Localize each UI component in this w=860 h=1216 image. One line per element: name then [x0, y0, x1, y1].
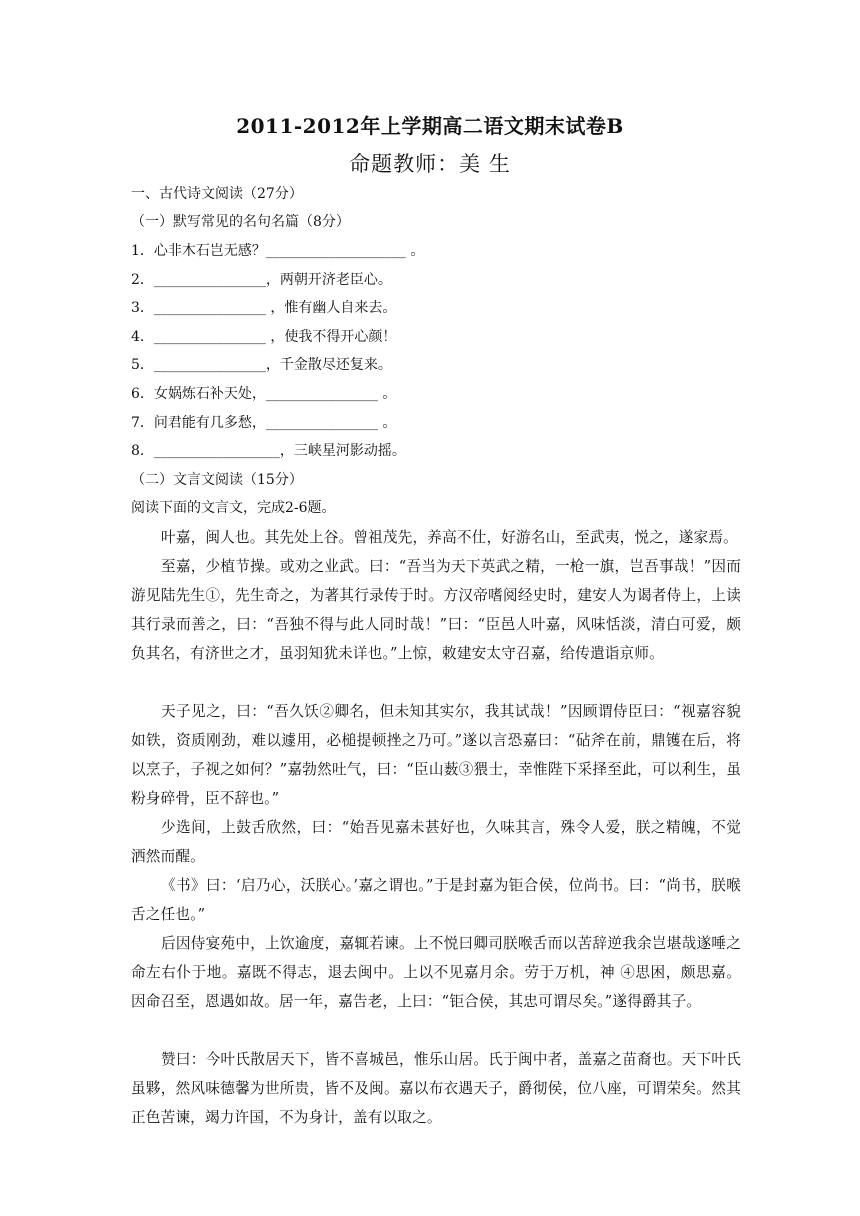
part-heading: （一）默写常见的名句名篇（8分）: [131, 214, 350, 230]
fill-line-3: 3．________________ ，惟有幽人自来去。: [131, 300, 397, 316]
fill-line-2: 2．________________，两朝开济老臣心。: [131, 272, 392, 288]
section-heading: 一、古代诗文阅读（27分）: [131, 186, 303, 202]
fill-line-4: 4．________________ ，使我不得开心颜！: [131, 329, 397, 345]
fill-line-1: 1．心非木石岂无感？____________________ 。: [131, 243, 425, 259]
fill-line-7: 7．问君能有几多愁，________________ 。: [131, 415, 397, 431]
passage-paragraph: 后因侍宴苑中，上饮逾度，嘉辄若谏。上不悦曰卿司朕喉舌而以苦辞逆我余岂堪哉遂唾之命左右仆于地。嘉既不得志，退去闽中。上以不见嘉月余。劳于万机，神 ④思困，颇思嘉。因命召至，恩遇如故。居一年，嘉告老，上曰：“钜合侯，其忠可谓尽矣。”遂得爵其子。: [131, 935, 741, 1010]
passage-paragraph: 至嘉，少植节操。或劝之业武。曰：“吾当为天下英武之精，一枪一旗，岂吾事哉！”因而游见陆先生①，先生奇之，为著其行录传于时。方汉帝嗜阅经史时，建安人为谒者侍上，上读其行录而善之，曰：“吾独不得与此人同时哉！”曰：“臣邑人叶嘉，风味恬淡，清白可爱，颇负其名，有济世之才，虽羽知犹未详也。”上惊，敕建安太守召嘉，给传遣诣京师。: [131, 558, 741, 662]
author-line: 命题教师：美 生: [349, 152, 511, 176]
fill-line-6: 6．女娲炼石补天处，________________ 。: [131, 386, 397, 402]
fill-line-8: 8．__________________，三峡星河影动摇。: [131, 443, 406, 459]
passage-paragraph: 天子见之，曰：“吾久饫②卿名，但未知其实尔，我其试哉！”因顾谓侍臣曰：“视嘉容貌如铁，资质刚劲，难以遽用，必槌提顿挫之乃可。”遂以言恐嘉曰：“砧斧在前，鼎镬在后，将以烹子，子视之如何？”嘉勃然吐气，曰：“臣山薮③猥士，幸惟陛下采择至此，可以利生，虽粉身碎骨，臣不辞也。”: [131, 703, 741, 807]
passage-paragraph: 叶嘉，闽人也。其先处上谷。曾祖茂先，养高不仕，好游名山，至武夷，悦之，遂家焉。: [161, 529, 738, 546]
instruction-text: 阅读下面的文言文，完成2-6题。: [131, 500, 336, 516]
page-title: 2011-2012年上学期高二语文期末试卷B: [236, 114, 624, 138]
passage-paragraph: 少选间，上鼓舌欣然，曰：“始吾见嘉未甚好也，久味其言，殊令人爱，朕之精魄，不觉洒然而醒。: [131, 819, 741, 865]
passage-paragraph: 《书》曰：‘启乃心，沃朕心。’嘉之谓也。”于是封嘉为钜合侯，位尚书。曰：“尚书，朕喉舌之任也。”: [131, 877, 741, 923]
part-heading: （二）文言文阅读（15分）: [131, 472, 303, 488]
fill-line-5: 5．________________，千金散尽还复来。: [131, 357, 392, 373]
passage-paragraph: 赞曰：今叶氏散居天下，皆不喜城邑，惟乐山居。氏于闽中者，盖嘉之苗裔也。天下叶氏虽夥，然风味德馨为世所贵，皆不及闽。嘉以布衣遇天子，爵彻侯，位八座，可谓荣矣。然其正色苦谏，竭力许国，不为身计，盖有以取之。: [131, 1051, 741, 1126]
